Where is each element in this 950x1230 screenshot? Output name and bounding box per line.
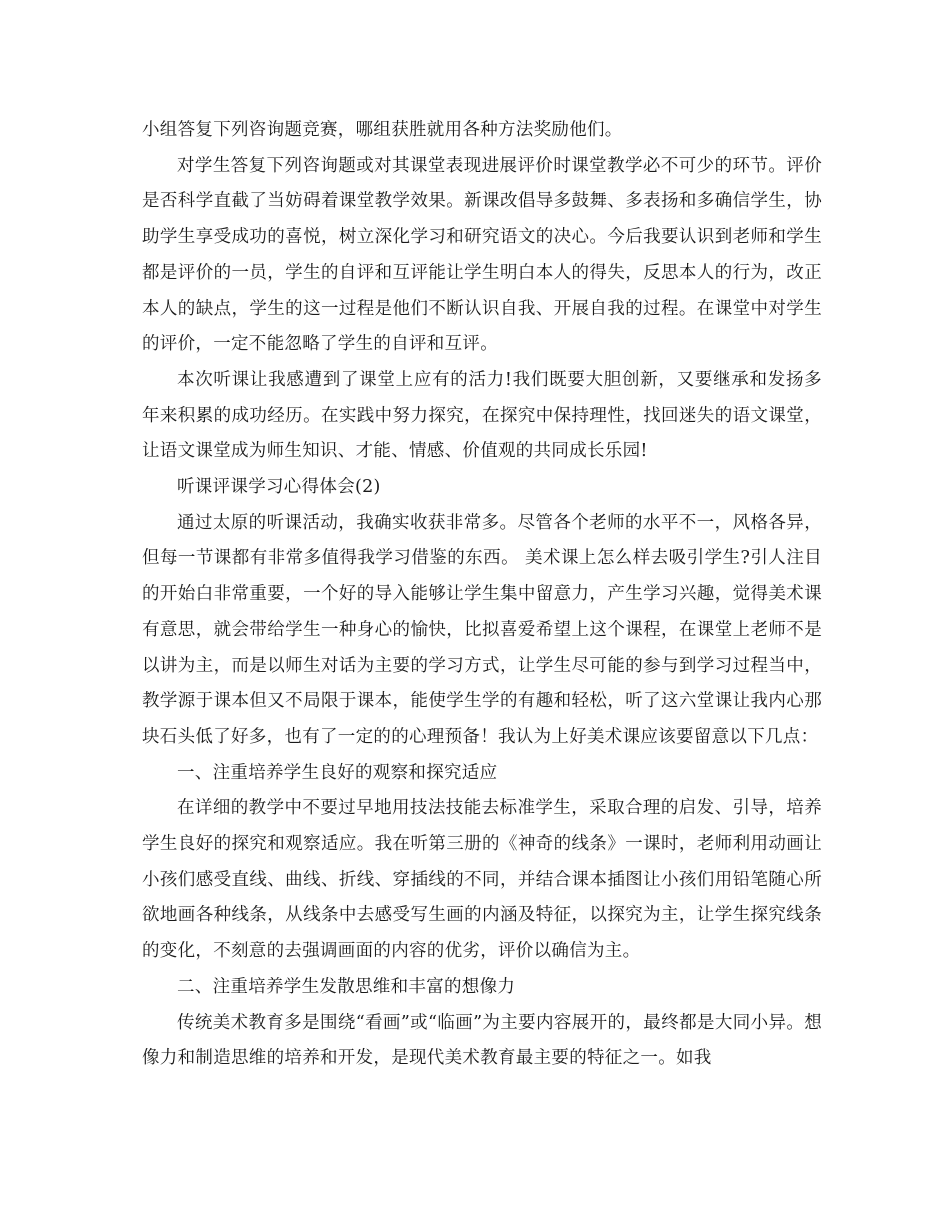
paragraph-3: 本次听课让我感遭到了课堂上应有的活力!我们既要大胆创新，又要继承和发扬多年来积累的成功经历。在实践中努力探究，在探究中保持理性，找回迷失的语文课堂，让语文课堂成为师生知识、才能、情感、价值观的共同成长乐园! [142, 369, 822, 462]
heading-point-1: 一、注重培养学生良好的观察和探究适应 [177, 762, 498, 783]
paragraph-5: 在详细的教学中不要过早地用技法技能去标准学生，采取合理的启发、引导，培养学生良好的探究和观察适应。我在听第三册的《神奇的线条》一课时，老师利用动画让小孩们感受直线、曲线、折线、穿插线的不同，并结合课本插图让小孩们用铅笔随心所欲地画各种线条，从线条中去感受写生画的内涵及特征，以探究为主，让学生探究线条的变化，不刻意的去强调画面的内容的优劣，评价以确信为主。 [142, 798, 822, 962]
document-body [142, 113, 822, 1077]
paragraph-1: 小组答复下列咨询题竞赛，哪组获胜就用各种方法奖励他们。 [142, 120, 623, 140]
paragraph-6: 传统美术教育多是围绕“看画”或“临画”为主要内容展开的，最终都是大同小异。想像力和制造思维的培养和开发，是现代美术教育最主要的特征之一。如我 [142, 1012, 822, 1069]
paragraph-4: 通过太原的听课活动，我确实收获非常多。尽管各个老师的水平不一，风格各异，但每一节课都有非常多值得我学习借鉴的东西。 美术课上怎么样去吸引学生?引人注目的开始白非常重要，一个好的导入能够让学生集中留意力，产生学习兴趣，觉得美术课有意思，就会带给学生一种身心的愉快，比拟喜爱希望上这个课程，在课堂上老师不是以讲为主，而是以师生对话为主要的学习方式，让学生尽可能的参与到学习过程当中，教学源于课本但又不局限于课本，能使学生学的有趣和轻松，听了这六堂课让我内心那块石头低了好多，也有了一定的的心理预备！我认为上好美术课应该要留意以下几点： [142, 512, 822, 747]
paragraph-2: 对学生答复下列咨询题或对其课堂表现进展评价时课堂教学必不可少的环节。评价是否科学直截了当妨碍着课堂教学效果。新课改倡导多鼓舞、多表扬和多确信学生，协助学生享受成功的喜悦，树立深化学习和研究语文的决心。今后我要认识到老师和学生都是评价的一员，学生的自评和互评能让学生明白本人的得失，反思本人的行为，改正本人的缺点，学生的这一过程是他们不断认识自我、开展自我的过程。在课堂中对学生的评价，一定不能忽略了学生的自评和互评。 [142, 155, 822, 355]
section-title: 听课评课学习心得体会(2) [177, 477, 381, 498]
heading-point-2: 二、注重培养学生发散思维和丰富的想像力 [177, 976, 516, 997]
